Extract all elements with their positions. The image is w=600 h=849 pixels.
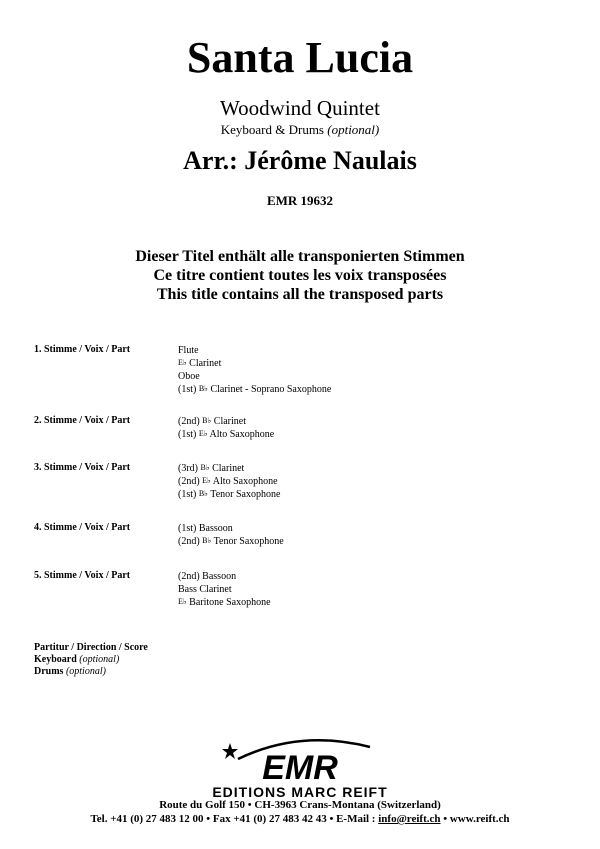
instrument-order: (1st) bbox=[178, 384, 199, 395]
part-label: 2. Stimme / Voix / Part bbox=[34, 415, 131, 426]
part-label: 1. Stimme / Voix / Part bbox=[34, 344, 131, 355]
instrument-name: Bass Clarinet bbox=[178, 584, 232, 595]
instrument-name: Clarinet - Soprano Saxophone bbox=[210, 384, 332, 395]
keyboard-line bbox=[34, 654, 119, 666]
instrument-name: Clarinet bbox=[213, 416, 246, 427]
instrument-key: E♭ bbox=[178, 358, 187, 367]
instrument-list bbox=[178, 344, 331, 396]
instrument-list bbox=[178, 570, 271, 609]
instrument-name: Clarinet bbox=[212, 463, 245, 474]
instrument-name: Bassoon bbox=[198, 523, 233, 534]
arranger: Arr.: Jérôme Naulais bbox=[183, 146, 417, 175]
instrument-key: E♭ bbox=[202, 476, 211, 485]
instrument-name: Flute bbox=[178, 345, 199, 356]
notice-english: This title contains all the transposed parts bbox=[156, 286, 444, 303]
instrument-item bbox=[178, 475, 280, 488]
part-label: 4. Stimme / Voix / Part bbox=[34, 522, 131, 533]
instrument-item bbox=[178, 357, 331, 370]
catalog-number: EMR 19632 bbox=[266, 193, 334, 208]
instrument-list bbox=[178, 522, 284, 548]
instrument-name: Alto Saxophone bbox=[209, 429, 275, 440]
instrument-order: (1st) bbox=[178, 429, 199, 440]
logo-text: EMR bbox=[262, 749, 338, 787]
instrument-item bbox=[178, 462, 280, 475]
keyboard-optional: (optional) bbox=[79, 654, 120, 665]
instrument-order: (2nd) bbox=[178, 536, 203, 547]
instrument-order: (3rd) bbox=[178, 463, 201, 474]
instrument-order: (1st) bbox=[178, 489, 199, 500]
subtitle: Woodwind Quintet bbox=[220, 96, 380, 120]
drums-label: Drums bbox=[34, 666, 64, 677]
instrument-name: Clarinet bbox=[189, 358, 222, 369]
instrument-order: (2nd) bbox=[178, 476, 203, 487]
instrument-key: E♭ bbox=[178, 597, 187, 606]
instrument-item bbox=[178, 344, 331, 357]
drums-line bbox=[34, 666, 106, 678]
notice-german: Dieser Titel enthält alle transponierten Stimmen bbox=[135, 248, 465, 265]
logo-star bbox=[222, 743, 238, 759]
instrument-name: Tenor Saxophone bbox=[213, 536, 284, 547]
publisher-logo bbox=[200, 735, 400, 805]
publisher-name: EDITIONS MARC REIFT bbox=[212, 784, 388, 800]
part-label: 5. Stimme / Voix / Part bbox=[34, 570, 131, 581]
instrument-item bbox=[178, 522, 284, 535]
publisher-address: Route du Golf 150 • CH-3963 Crans-Montana (Switzerland) bbox=[159, 799, 441, 811]
instrument-item bbox=[178, 535, 284, 548]
keyboard-label: Keyboard bbox=[34, 654, 77, 665]
instrument-order: (2nd) bbox=[178, 416, 203, 427]
instrument-item bbox=[178, 370, 331, 383]
instrument-item bbox=[178, 383, 331, 396]
instrument-key: E♭ bbox=[198, 429, 208, 438]
notice-french: Ce titre contient toutes les voix transposées bbox=[153, 267, 447, 284]
instrumentation-optional: (optional) bbox=[327, 122, 380, 137]
contact-website: • www.reift.ch bbox=[440, 813, 510, 825]
instrument-list bbox=[178, 415, 274, 441]
instrument-item bbox=[178, 488, 280, 501]
instrument-name: Bassoon bbox=[202, 571, 237, 582]
instrument-key: B♭ bbox=[198, 384, 208, 393]
instrument-key: B♭ bbox=[198, 489, 208, 498]
instrumentation-line bbox=[0, 122, 600, 138]
page-title: Santa Lucia bbox=[186, 33, 414, 82]
contact-phone-fax: Tel. +41 (0) 27 483 12 00 • Fax +41 (0) 27 483 42 43 • E-Mail : bbox=[90, 813, 379, 825]
instrument-item bbox=[178, 428, 274, 441]
instrument-name: Oboe bbox=[178, 371, 200, 382]
part-label: 3. Stimme / Voix / Part bbox=[34, 462, 131, 473]
instrument-key: B♭ bbox=[202, 536, 212, 545]
instrumentation-text: Keyboard & Drums bbox=[220, 122, 324, 137]
instrument-name: Baritone Saxophone bbox=[189, 597, 271, 608]
instrument-list bbox=[178, 462, 280, 501]
instrument-order: (1st) bbox=[178, 523, 199, 534]
instrument-item bbox=[178, 596, 271, 609]
instrument-key: B♭ bbox=[202, 416, 212, 425]
instrument-name: Tenor Saxophone bbox=[210, 489, 281, 500]
instrument-item bbox=[178, 415, 274, 428]
instrument-order: (2nd) bbox=[178, 571, 203, 582]
email-link[interactable]: info@reift.ch bbox=[378, 813, 441, 825]
instrument-name: Alto Saxophone bbox=[212, 476, 278, 487]
drums-optional: (optional) bbox=[65, 666, 106, 677]
score-label: Partitur / Direction / Score bbox=[34, 642, 148, 653]
instrument-item bbox=[178, 570, 271, 583]
instrument-item bbox=[178, 583, 271, 596]
publisher-contact bbox=[0, 813, 600, 826]
instrument-key: B♭ bbox=[200, 463, 210, 472]
